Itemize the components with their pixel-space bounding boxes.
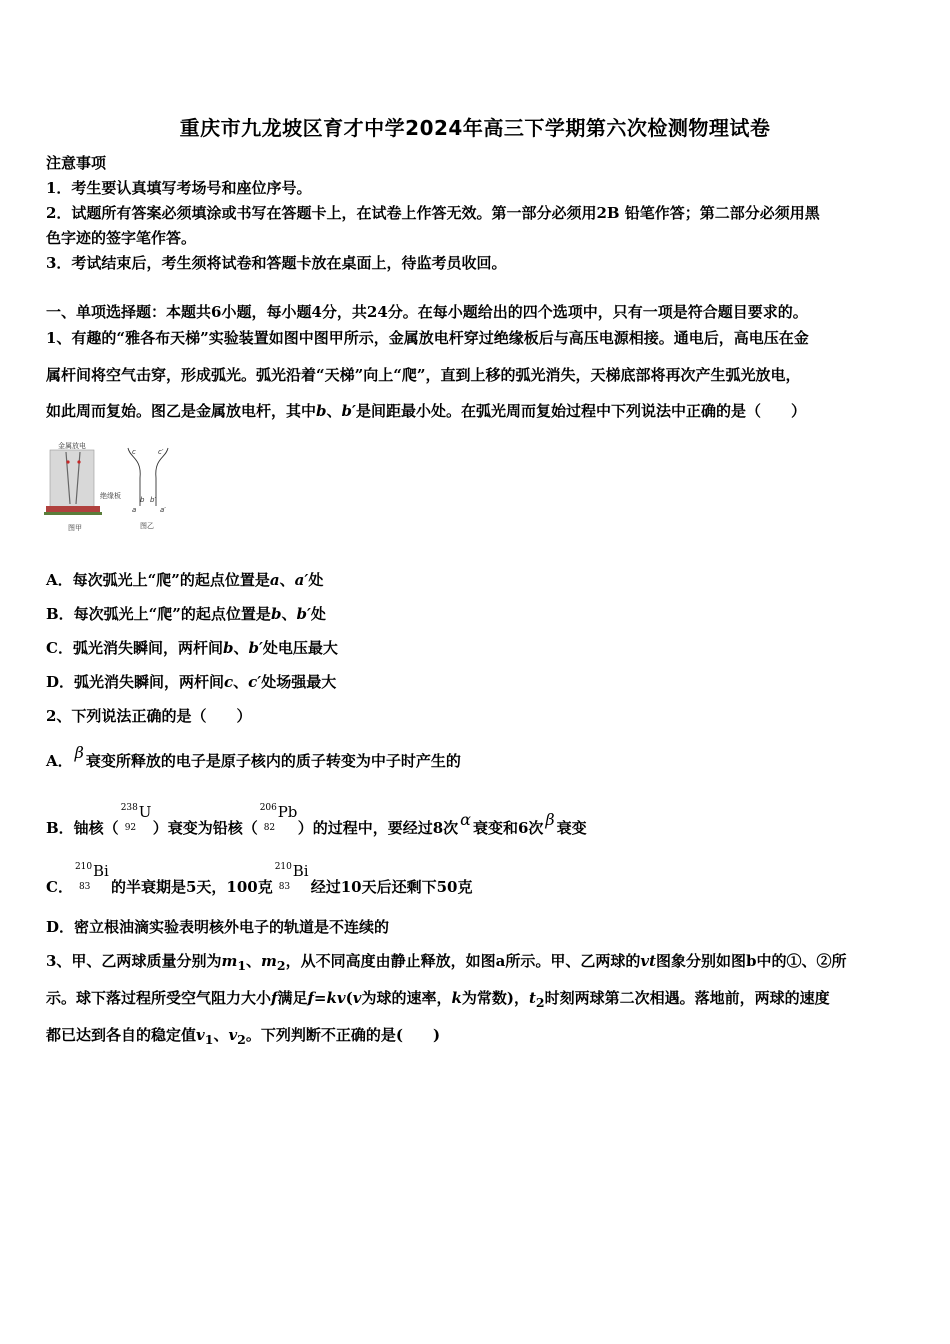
q3-sub: 2 — [535, 995, 545, 1010]
q1-var-b: b — [316, 402, 327, 420]
atomic-number: 83 — [278, 882, 291, 892]
q1-line1: 1、有趣的“雅各布天梯”实验装置如图中图甲所示，金属放电杆穿过绝缘板后与高压电源相接。通电后，高电压在金 — [46, 329, 809, 347]
q1-line3-post: 是间距最小处。在弧光周而复始过程中下列说法中正确的是（ ） — [355, 402, 806, 420]
q1-option-b[interactable] — [46, 603, 326, 624]
q1-line2: 属杆间将空气击穿，形成弧光。弧光沿着“天梯”向上“爬”，直到上移的弧光消失，天梯底部将再次产生弧光放电， — [46, 366, 801, 384]
q3-var: vt — [640, 952, 657, 970]
option-text: B．每次弧光上“爬”的起点位置是 — [46, 605, 271, 623]
option-text: 衰变 — [556, 819, 587, 837]
q1-var-bprime: b′ — [341, 402, 356, 420]
nuclide-bismuth — [73, 862, 111, 896]
q3-var: m — [261, 952, 277, 970]
option-text: 经过10天后还剩下50克 — [310, 878, 473, 896]
mass-number: 210 — [274, 862, 292, 872]
section1-heading: 一、单项选择题：本题共6小题，每小题4分，共24分。在每小题给出的四个选项中，只有一项是符合题目要求的。 — [46, 303, 808, 321]
q3-text: 时刻两球第二次相遇。落地前，两球的速度 — [544, 989, 830, 1007]
option-text: 处场强最大 — [261, 673, 337, 691]
beta-symbol: β — [74, 743, 84, 762]
option-var: b — [222, 639, 234, 657]
notice-item-2: 2．试题所有答案必须填涂或书写在答题卡上，在试卷上作答无效。第一部分必须用2B 铅笔作答；第二部分必须用黑 — [46, 204, 820, 222]
q3-sep: 、 — [213, 1026, 229, 1044]
q1-option-c[interactable] — [46, 637, 338, 658]
beta-symbol: β — [545, 810, 555, 829]
mass-number: 210 — [74, 862, 93, 872]
element-symbol: Bi — [92, 862, 109, 880]
q3-var: v — [352, 989, 362, 1007]
insulating-board-icon — [46, 506, 100, 512]
q1-option-d[interactable] — [46, 671, 336, 692]
q3-sub: 2 — [276, 958, 286, 973]
atomic-number: 83 — [78, 882, 91, 892]
option-text: 处电压最大 — [262, 639, 338, 657]
nuclide-uranium — [119, 803, 153, 837]
base-plate-icon — [44, 512, 102, 515]
option-text: A．每次弧光上“爬”的起点位置是 — [46, 571, 270, 589]
q3-var: m — [221, 952, 238, 970]
notice-item-3: 3．考试结束后，考生须将试卷和答题卡放在桌面上，待监考员收回。 — [46, 254, 507, 272]
q3-equation: f=kv — [307, 989, 346, 1007]
element-symbol: Bi — [292, 862, 309, 880]
q3-sub: 2 — [237, 1032, 246, 1047]
q3-var: k — [451, 989, 462, 1007]
fig-label-board: 绝缘板 — [100, 492, 121, 500]
option-text: 的半衰期是5天，100克 — [110, 878, 273, 896]
page-title: 重庆市九龙坡区育才中学2024年高三下学期第六次检测物理试卷 — [179, 116, 771, 140]
fig-letter-cprime: c′ — [158, 448, 164, 456]
nuclide-bismuth — [273, 862, 311, 896]
q3-var: v — [228, 1026, 238, 1044]
option-sep: 、 — [233, 639, 249, 657]
fig-label-jia: 图甲 — [68, 524, 82, 532]
q3-sub: 1 — [237, 958, 247, 973]
atomic-number: 82 — [263, 823, 276, 833]
q3-sub: 1 — [204, 1032, 214, 1047]
option-sep: 、 — [279, 571, 295, 589]
option-text: 处 — [310, 605, 326, 623]
notice-heading: 注意事项 — [46, 154, 107, 172]
mass-number: 238 — [120, 803, 138, 813]
q3-text: ( — [345, 989, 353, 1007]
q1-line3 — [46, 400, 806, 421]
option-var: b — [270, 605, 282, 623]
q3-text: 3、甲、乙两球质量分别为 — [46, 952, 222, 970]
q3-line3 — [46, 1024, 440, 1047]
q1-figure — [44, 438, 184, 538]
q1-sep: 、 — [326, 402, 342, 420]
q3-text: 为球的速率， — [361, 989, 452, 1007]
q3-text: ，从不同高度由静止释放，如图a所示。甲、乙两球的 — [285, 952, 641, 970]
option-sep: 、 — [233, 673, 249, 691]
option-var: b′ — [248, 639, 263, 657]
fig-letter-b: b — [140, 496, 145, 504]
option-sep: 、 — [281, 605, 297, 623]
option-var: a′ — [294, 571, 309, 589]
option-var: c′ — [248, 673, 262, 691]
fig-letter-aprime: a′ — [160, 506, 166, 514]
option-text: 处 — [308, 571, 324, 589]
element-symbol: Pb — [277, 803, 298, 821]
q3-text: 满足 — [277, 989, 308, 1007]
option-text: D．弧光消失瞬间，两杆间 — [46, 673, 225, 691]
apparatus-glass-icon — [50, 450, 94, 508]
fig-letter-c: c — [132, 448, 136, 456]
q2-option-c[interactable] — [46, 862, 473, 897]
notice-item-1: 1．考生要认真填写考场号和座位序号。 — [46, 179, 312, 197]
mass-number: 206 — [259, 803, 277, 813]
option-var: a — [269, 571, 280, 589]
q1-option-a[interactable] — [46, 569, 323, 590]
q3-line1 — [46, 950, 847, 973]
option-text: C． — [46, 878, 73, 896]
option-var: c — [224, 673, 234, 691]
rod-left-icon — [128, 448, 140, 506]
option-text: B．铀核（ — [46, 819, 119, 837]
option-text: 衰变所释放的电子是原子核内的质子转变为中子时产生的 — [85, 752, 461, 770]
fig-letter-a: a — [132, 506, 137, 514]
option-text: ）衰变为铅核（ — [152, 819, 258, 837]
q3-sep: 、 — [246, 952, 262, 970]
spark-dot-icon — [66, 460, 69, 463]
q2-option-a[interactable] — [46, 743, 461, 771]
q3-text: 示。球下落过程所受空气阻力大小 — [46, 989, 272, 1007]
q3-text: 为常数)， — [461, 989, 529, 1007]
element-symbol: U — [138, 803, 152, 821]
option-text: 衰变和6次 — [472, 819, 544, 837]
alpha-symbol: α — [460, 810, 471, 829]
q3-text: 图象分别如图b中的①、②所 — [656, 952, 847, 970]
notice-item-2-cont: 色字迹的签字笔作答。 — [46, 229, 197, 247]
rod-right-icon — [156, 448, 168, 506]
q2-stem: 2、下列说法正确的是（ ） — [46, 707, 252, 725]
spark-dot-icon — [77, 460, 80, 463]
q3-var: v — [196, 1026, 205, 1044]
q1-line3-pre: 如此周而复始。图乙是金属放电杆，其中 — [46, 402, 317, 420]
q3-line2 — [46, 987, 830, 1010]
nuclide-lead — [258, 803, 298, 837]
q3-var: t — [528, 989, 536, 1007]
q3-text: 都已达到各自的稳定值 — [46, 1026, 197, 1044]
q2-option-d[interactable]: D．密立根油滴实验表明核外电子的轨道是不连续的 — [46, 918, 390, 936]
fig-label-rod: 金属放电 — [58, 442, 86, 450]
q2-option-b[interactable] — [46, 803, 587, 838]
option-text: C．弧光消失瞬间，两杆间 — [46, 639, 223, 657]
option-var: b′ — [296, 605, 311, 623]
option-text: A． — [46, 752, 73, 770]
q3-text: 。下列判断不正确的是( ) — [245, 1026, 441, 1044]
fig-letter-bprime: b′ — [150, 496, 157, 504]
atomic-number: 92 — [124, 823, 137, 833]
option-text: ）的过程中，要经过8次 — [297, 819, 459, 837]
q3-var: f — [271, 989, 278, 1007]
fig-label-yi: 图乙 — [140, 522, 154, 530]
